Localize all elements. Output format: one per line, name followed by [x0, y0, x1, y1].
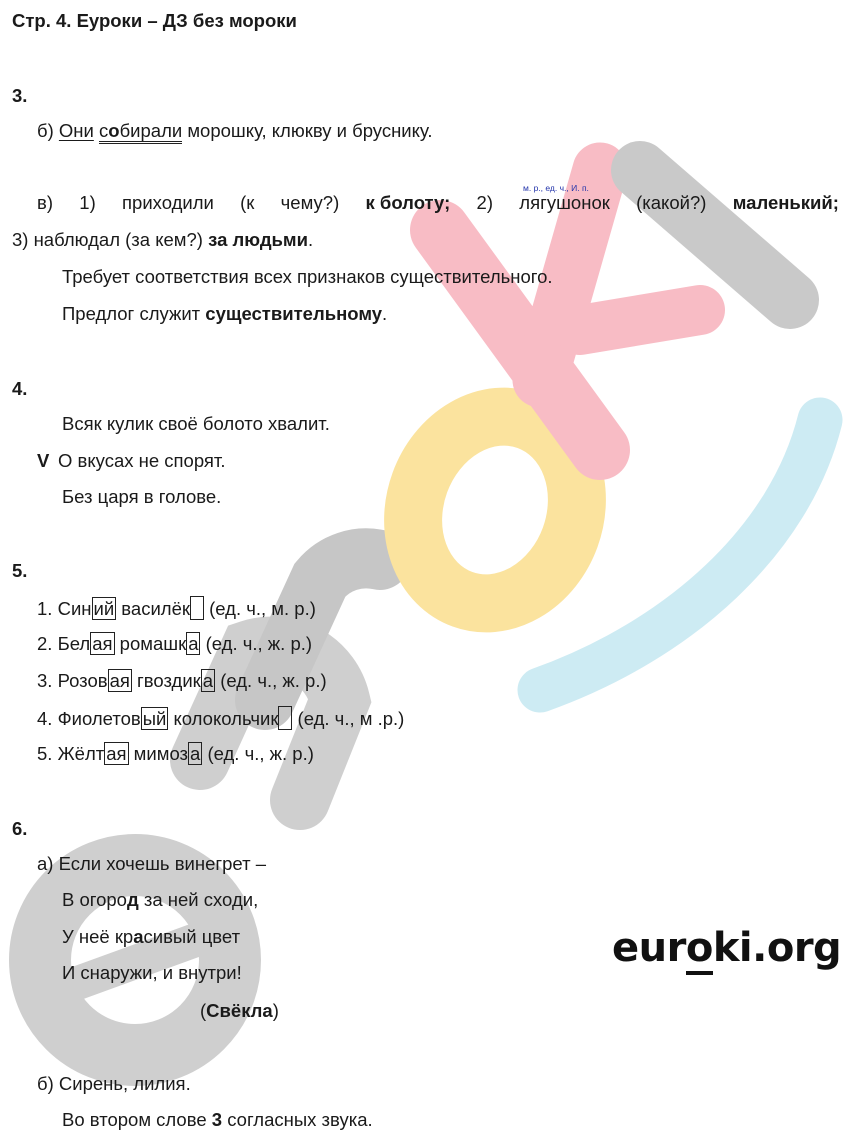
logo-part: ki [712, 925, 753, 971]
noun-ending-box [278, 706, 292, 730]
logo-part: eur [612, 925, 686, 971]
adjective-stem: Розов [57, 670, 108, 691]
item-number: 3. [37, 670, 58, 691]
item-number: 4. [37, 708, 58, 729]
adjective-ending-box: ый [142, 708, 167, 729]
v-line-2-end: . [308, 229, 314, 250]
adjective-stem: Бел [57, 633, 91, 654]
riddle-text: сивый цвет [143, 926, 241, 947]
noun-ending-box: а [188, 633, 199, 654]
logo-domain: .org [752, 925, 842, 971]
b-text: Во втором слове [62, 1109, 212, 1130]
riddle-line-2 [62, 889, 258, 911]
task-5-line-3 [37, 670, 327, 692]
item-number: 2. [37, 633, 58, 654]
riddle-text: В огоро [62, 889, 127, 910]
adjective-stem: Син [57, 598, 92, 619]
v-line-2-text: 3) наблюдал (за кем?) [12, 229, 209, 250]
b-rest: морошку, клюкву и бруснику. [182, 120, 433, 141]
adjective-ending-box: ая [106, 743, 127, 764]
adjective-ending-box: ий [93, 598, 115, 619]
task-3-line-3: Требует соответствия всех признаков существительного. [62, 266, 553, 287]
grammar-info: (ед. ч., ж. р.) [202, 743, 314, 764]
predicate-part-2: бирали [119, 120, 183, 141]
noun-stem: ромашк [114, 633, 187, 654]
proverb-1: Всяк кулик своё болото хвалит. [62, 413, 330, 434]
grammar-info: (ед. ч., ж. р.) [200, 633, 313, 654]
predicate-stressed-letter: о [108, 120, 120, 141]
paren: ( [200, 1000, 207, 1021]
task-3-line-4 [62, 303, 387, 325]
v-word: (какой?) [636, 192, 707, 213]
riddle-answer [200, 1000, 279, 1022]
item-number: 1. [37, 598, 58, 619]
task-5-line-2 [37, 633, 312, 655]
v-word: 2) [476, 192, 493, 213]
item-number: 5. [37, 743, 58, 764]
task-5-line-5 [37, 743, 314, 765]
task-6-number: 6. [12, 818, 28, 839]
v-word: лягушонок [519, 192, 610, 213]
page-title: Стр. 4. Еуроки – ДЗ без мороки [12, 10, 297, 31]
adjective-ending-box: ая [109, 670, 130, 691]
task-3-b-line [37, 120, 432, 142]
subject-word: Они [58, 120, 94, 141]
noun-stem: гвоздик [131, 670, 201, 691]
euroki-logo [612, 925, 841, 971]
v-line-2-bold: за людьми [208, 229, 308, 250]
grammar-note: м. р., ед. ч., И. п. [523, 183, 589, 193]
task-5-number: 5. [12, 560, 28, 581]
v-word: приходили [122, 192, 214, 213]
predicate-part-1: с [99, 120, 109, 141]
grammar-info: (ед. ч., м. р.) [203, 598, 316, 619]
task-3-v-line-2 [12, 229, 313, 251]
adjective-ending-box: ая [92, 633, 113, 654]
riddle-line-4: И снаружи, и внутри! [62, 962, 242, 983]
task-6-b-line-1: б) Сирень, лилия. [37, 1073, 191, 1094]
riddle-bold-letter: д [126, 889, 139, 910]
noun-stem: мимоз [128, 743, 189, 764]
v-word-bold: к болоту; [365, 192, 451, 213]
predicate-word [99, 120, 182, 144]
task-4-number: 4. [12, 378, 28, 399]
noun-stem: василёк [116, 598, 190, 619]
v-word: в) [37, 192, 53, 213]
noun-ending-box: а [190, 743, 201, 764]
v-word-bold: маленький; [732, 192, 839, 213]
b-text: согласных звука. [222, 1109, 373, 1130]
answer-word: Свёкла [206, 1000, 273, 1021]
noun-stem: колокольчик [168, 708, 279, 729]
line-4-end: . [382, 303, 388, 324]
task-5-line-4 [37, 706, 404, 730]
noun-ending-box: а [202, 670, 214, 691]
proverb-2: О вкусах не спорят. [58, 450, 226, 471]
check-mark: V [37, 450, 50, 471]
riddle-bold-letter: а [133, 926, 144, 947]
line-4-bold: существительному [205, 303, 383, 324]
v-word: 1) [79, 192, 96, 213]
grammar-info: (ед. ч., м .р.) [292, 708, 405, 729]
logo-underlined-part: o [686, 925, 713, 975]
task-3-v-line-1 [37, 192, 839, 214]
grammar-info: (ед. ч., ж. р.) [215, 670, 327, 691]
paren: ) [272, 1000, 279, 1021]
b-bold-number: 3 [211, 1109, 223, 1130]
noun-ending-box [190, 596, 204, 620]
riddle-text: за ней сходи, [138, 889, 259, 910]
riddle-line-1: а) Если хочешь винегрет – [37, 853, 266, 874]
task-3-number: 3. [12, 85, 28, 106]
riddle-line-3 [62, 926, 240, 948]
adjective-stem: Фиолетов [57, 708, 141, 729]
b-prefix: б) [37, 120, 54, 141]
adjective-stem: Жёлт [57, 743, 105, 764]
v-word: (к [240, 192, 255, 213]
proverb-3: Без царя в голове. [62, 486, 222, 507]
task-6-b-line-2 [62, 1109, 373, 1131]
riddle-text: У неё кр [62, 926, 134, 947]
v-word: чему?) [280, 192, 340, 213]
task-5-line-1 [37, 596, 316, 620]
line-4-text: Предлог служит [62, 303, 206, 324]
